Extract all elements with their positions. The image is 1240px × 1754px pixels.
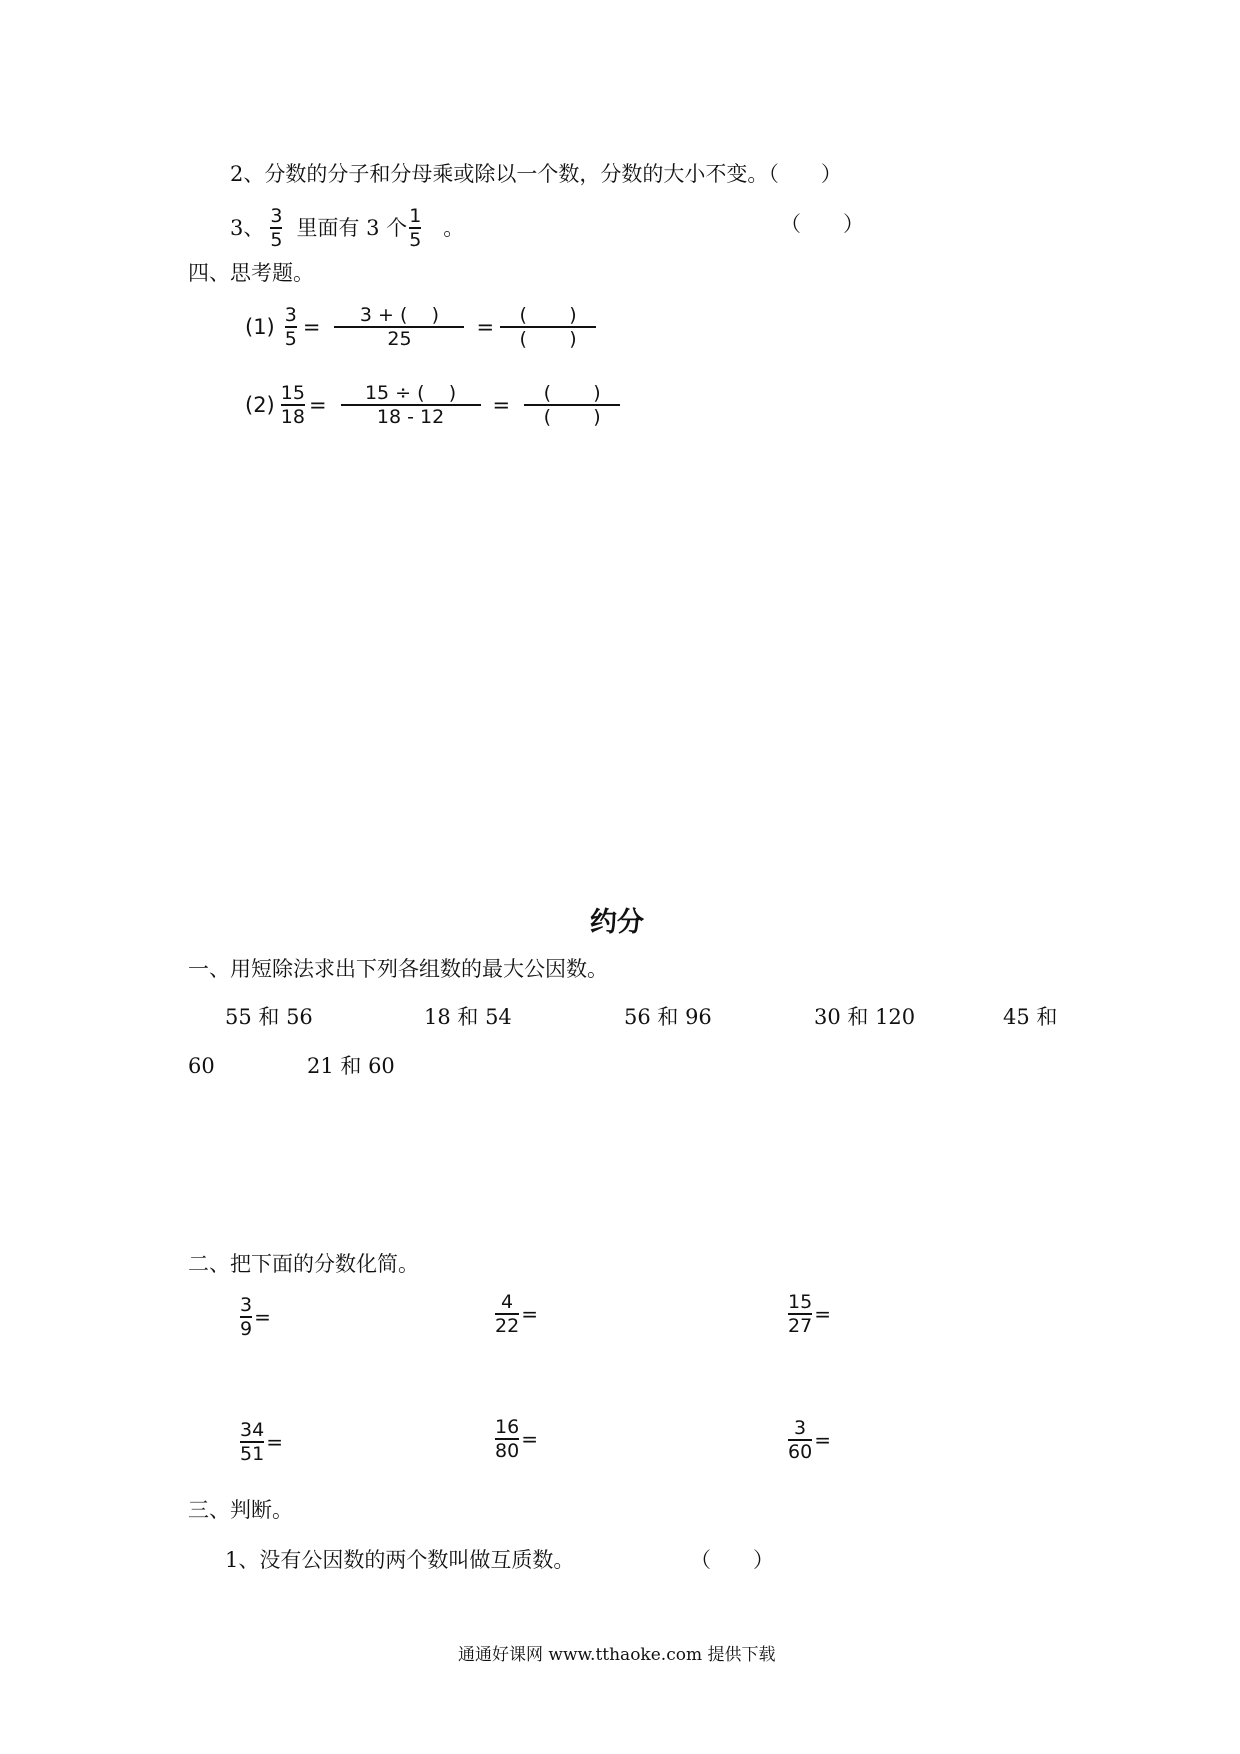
judgement-q2: 2、分数的分子和分母乘或除以一个数，分数的大小不变。（ ） xyxy=(230,162,842,186)
thinking-question-2 xyxy=(245,383,620,427)
pair-3: 56 和 96 xyxy=(624,1005,712,1029)
judgement-1-answer-paren[interactable]: （ ） xyxy=(690,1548,774,1572)
fraction-den: 80 xyxy=(495,1440,520,1462)
t2-fraction-result[interactable] xyxy=(524,383,620,427)
judgement-1: 1、没有公因数的两个数叫做互质数。 xyxy=(225,1548,575,1572)
t2-label: (2) xyxy=(245,393,275,417)
simplify-item-1 xyxy=(240,1295,271,1339)
simplify-item-6 xyxy=(788,1418,831,1462)
q3-prefix: 3、 xyxy=(230,216,265,240)
t2-result-num[interactable]: ( ) xyxy=(543,382,601,404)
fraction-den: 51 xyxy=(240,1443,265,1465)
thinking-question-1 xyxy=(245,305,596,349)
t1-fraction xyxy=(285,305,297,349)
q3-fraction-num: 3 xyxy=(270,205,283,227)
t1-step-den: 25 xyxy=(387,328,412,350)
fraction-num: 34 xyxy=(240,1419,265,1441)
fraction-16-80 xyxy=(495,1417,519,1461)
pair-4: 30 和 120 xyxy=(814,1005,916,1029)
fraction-num: 4 xyxy=(501,1291,514,1313)
t1-result-num[interactable]: ( ) xyxy=(519,304,577,326)
fraction-num: 15 xyxy=(788,1291,813,1313)
q3-suffix: 。 xyxy=(443,216,465,240)
t1-result-den[interactable]: ( ) xyxy=(519,328,577,350)
t2-result-den[interactable]: ( ) xyxy=(543,406,601,428)
simplify-item-5 xyxy=(495,1417,538,1461)
t1-fraction-step xyxy=(334,305,464,349)
fraction-3-60 xyxy=(788,1418,812,1462)
fraction-34-51 xyxy=(240,1420,264,1464)
pair-2: 18 和 54 xyxy=(424,1005,512,1029)
pair-5: 45 和 xyxy=(1003,1005,1058,1029)
fraction-4-22 xyxy=(495,1292,519,1336)
fraction-num: 16 xyxy=(495,1416,520,1438)
part3-title: 三、判断。 xyxy=(188,1498,293,1522)
q3-fraction-3-5 xyxy=(270,206,282,250)
equals-sign: = xyxy=(254,1305,271,1329)
t1-frac-den: 5 xyxy=(284,328,297,350)
t2-eq: = xyxy=(308,393,327,417)
t2-frac-den: 18 xyxy=(280,406,305,428)
t2-eq2: = xyxy=(492,393,511,417)
t1-fraction-result[interactable] xyxy=(500,305,596,349)
q3-fraction-1-5 xyxy=(409,206,421,250)
t2-step-den: 18 - 12 xyxy=(376,406,445,428)
fraction-num: 3 xyxy=(240,1294,253,1316)
fraction-den: 60 xyxy=(788,1441,813,1463)
simplify-item-3 xyxy=(788,1292,831,1336)
fraction-3-9 xyxy=(240,1295,252,1339)
section4-title: 四、思考题。 xyxy=(188,261,314,285)
fraction-15-27 xyxy=(788,1292,812,1336)
equals-sign: = xyxy=(266,1430,283,1454)
footer-text: 通通好课网 www.tthaoke.com 提供下载 xyxy=(458,1645,776,1665)
q3-answer-paren[interactable]: （ ） xyxy=(780,212,864,236)
t2-fraction xyxy=(281,383,305,427)
equals-sign: = xyxy=(814,1428,831,1452)
fraction-den: 27 xyxy=(788,1315,813,1337)
t1-frac-num: 3 xyxy=(284,304,297,326)
t2-fraction-step xyxy=(341,383,481,427)
section-title: 约分 xyxy=(590,907,644,938)
t1-step-num[interactable]: 3 + ( ) xyxy=(359,304,439,326)
t1-eq: = xyxy=(302,315,321,339)
equals-sign: = xyxy=(814,1302,831,1326)
q3-middle: 里面有 3 个 xyxy=(296,216,408,240)
fraction-den: 9 xyxy=(240,1318,253,1340)
t1-label: (1) xyxy=(245,315,275,339)
equals-sign: = xyxy=(521,1302,538,1326)
t1-eq2: = xyxy=(476,315,495,339)
equals-sign: = xyxy=(521,1427,538,1451)
pair-6: 21 和 60 xyxy=(307,1054,395,1078)
q3-fraction2-num: 1 xyxy=(409,205,422,227)
judgement-q3 xyxy=(230,206,464,250)
t2-frac-num: 15 xyxy=(280,382,305,404)
part1-title: 一、用短除法求出下列各组数的最大公因数。 xyxy=(188,957,608,981)
fraction-den: 22 xyxy=(495,1315,520,1337)
part2-title: 二、把下面的分数化简。 xyxy=(188,1252,419,1276)
pair-1: 55 和 56 xyxy=(225,1005,313,1029)
pair-5-cont: 60 xyxy=(188,1054,215,1078)
simplify-item-2 xyxy=(495,1292,538,1336)
q3-fraction-den: 5 xyxy=(270,229,283,251)
simplify-item-4 xyxy=(240,1420,283,1464)
t2-step-num[interactable]: 15 ÷ ( ) xyxy=(364,382,457,404)
fraction-num: 3 xyxy=(794,1417,807,1439)
q3-fraction2-den: 5 xyxy=(409,229,422,251)
